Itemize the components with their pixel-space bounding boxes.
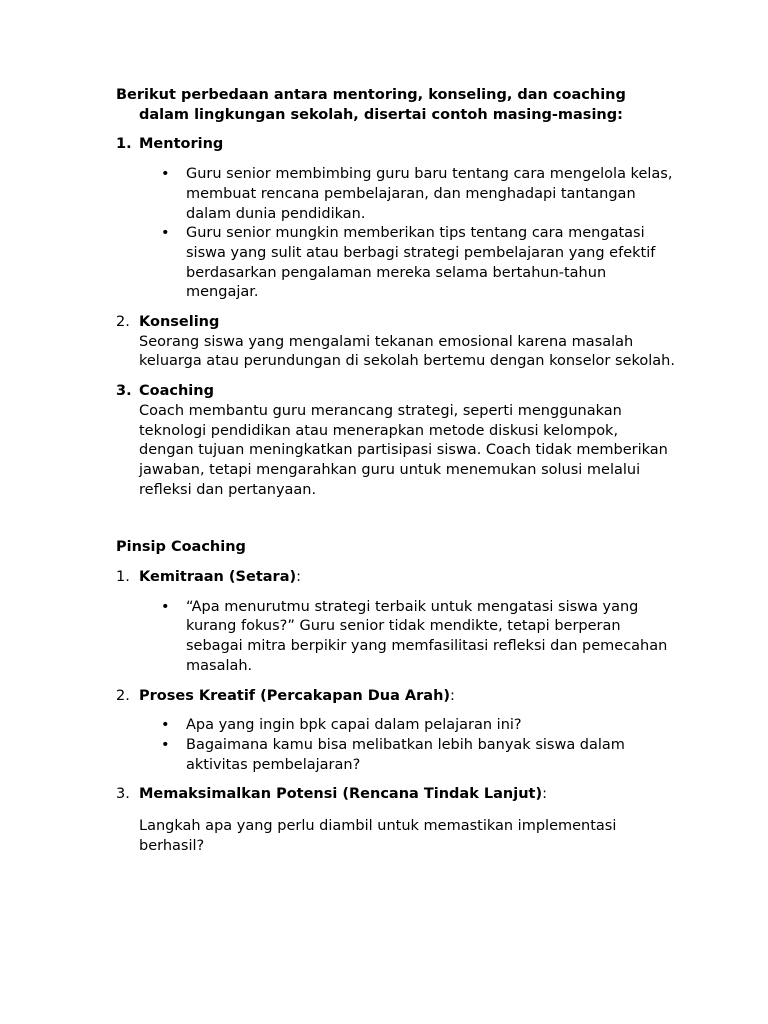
principle-number: 3. [116,786,130,803]
section-number: 2. [116,314,130,331]
intro-paragraph: Berikut perbedaan antara mentoring, konseling, dan coaching dalam lingkungan sekolah, disertai contoh masing-masing: [116,87,626,123]
list-item [161,716,676,736]
section-title: Mentoring [139,136,224,153]
list-item-text: “Apa menurutmu strategi terbaik untuk mengatasi siswa yang kurang fokus?” Guru senior tidak mendikte, tetapi berperan sebagai mitra berpikir yang memfasilitasi refleksi dan pemecahan masalah. [186,598,668,674]
list-item-text: Guru senior mungkin memberikan tips tentang cara mengatasi siswa yang sulit atau berbagi strategi pembelajaran yang efektif berdasarkan pengalaman mereka selama bertahun-tahun mengajar. [186,225,656,301]
principle-suffix: : [296,569,301,586]
principles-title: Pinsip Coaching [116,539,246,556]
bullet-icon: • [161,717,170,734]
list-item-text: Apa yang ingin bpk capai dalam pelajaran ini? [186,717,522,734]
principle-title: Proses Kreatif (Percakapan Dua Arah) [139,687,451,704]
principle-text: Langkah apa yang perlu diambil untuk memastikan implementasi berhasil? [139,818,617,854]
list-item [161,165,676,224]
bullet-icon: • [161,736,170,753]
principle-proses-kreatif [116,687,676,776]
list-item [161,736,676,775]
bullet-icon: • [161,166,170,183]
list-item-text: Guru senior membimbing guru baru tentang cara mengelola kelas, membuat rencana pembelajaran, dan menghadapi tantangan dalam dunia pendidikan. [186,166,673,222]
section-title: Coaching [139,383,214,400]
bullet-list [139,716,676,775]
list-item-text: Bagaimana kamu bisa melibatkan lebih banyak siswa dalam aktivitas pembelajaran? [186,736,625,773]
section-number: 3. [116,383,132,400]
section-text: Coach membantu guru merancang strategi, seperti menggunakan teknologi pendidikan atau menerapkan metode diskusi kelompok, dengan tujuan meningkatkan partisipasi siswa. Coach tidak memberikan jawaban, tetapi mengarahkan guru untuk menemukan solusi melalui refleksi dan pertanyaan. [139,402,668,498]
list-item [161,224,676,303]
principle-title: Kemitraan (Setara) [139,569,297,586]
list-item [161,598,676,677]
section-mentoring [116,135,676,303]
section-text: Seorang siswa yang mengalami tekanan emosional karena masalah keluarga atau perundungan di sekolah bertemu dengan konselor sekolah. [139,333,675,370]
principle-suffix: : [542,786,548,803]
bullet-icon: • [161,598,170,615]
principle-kemitraan [116,568,676,677]
principle-number: 1. [116,569,130,586]
document-page [116,86,676,857]
section-title: Konseling [139,314,220,331]
bullet-list [139,165,676,303]
bullet-list [139,598,676,677]
principle-memaksimalkan-potensi [116,785,676,856]
section-number: 1. [116,136,132,153]
section-coaching [116,382,676,500]
principle-number: 2. [116,687,130,704]
principle-suffix: : [450,687,455,704]
section-konseling [116,313,676,372]
bullet-icon: • [161,225,170,242]
principle-title: Memaksimalkan Potensi (Rencana Tindak Lanjut) [139,786,543,803]
